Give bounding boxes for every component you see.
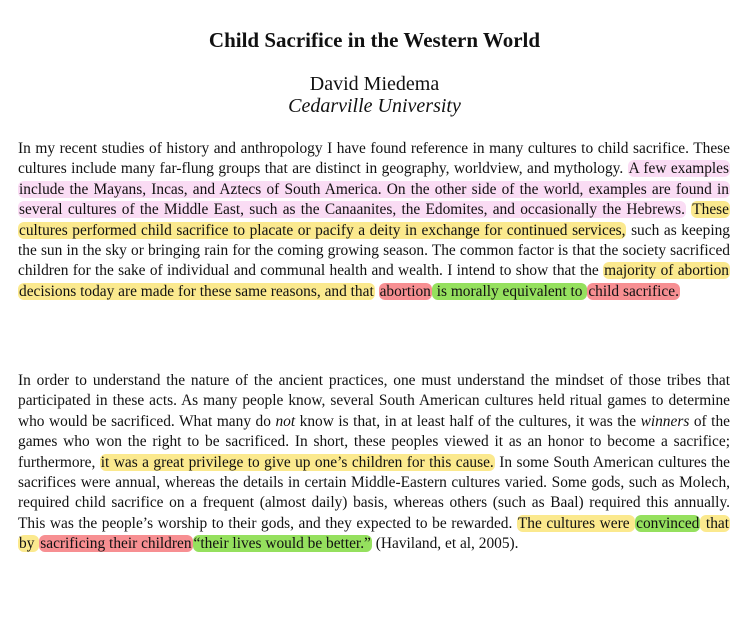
highlight-morally-equivalent: is morally equivalent to bbox=[432, 282, 587, 300]
highlight-examples: A few examples include the Mayans, Incas, and Aztecs of South America. On the other side of the world, examples are found in several cultures of the Middle East, such as the Canaanites, the Edomites, and occasionally the Hebrews. bbox=[19, 160, 729, 219]
highlight-that-by: that by bbox=[19, 514, 729, 553]
text-run: In order to understand the nature of the ancient practices, one must understand the mindset of those tribes that participated in these acts. As many people know, several South American cultures held ritual games to determine who would be sacrificed. What many do bbox=[18, 372, 730, 430]
highlight-thesis-majority: majority of abortion decisions today are made for these same reasons, and that bbox=[19, 262, 729, 300]
highlight-cultures-performed: These cultures performed child sacrifice to placate or pacify a deity in exchange for continued services, bbox=[19, 201, 729, 239]
citation: (Haviland, et al, 2005). bbox=[371, 535, 519, 553]
text-run: such as keeping the sun in the sky or bringing rain for the coming growing season. The common factor is that the society sacrificed children for the sake of individual and communal health and wealth. I intend to show that the bbox=[18, 221, 730, 280]
paragraph-intro bbox=[18, 139, 730, 302]
document-title: Child Sacrifice in the Western World bbox=[208, 28, 541, 52]
author-name: David Miedema bbox=[309, 73, 440, 95]
emphasis-not: not bbox=[275, 412, 296, 430]
highlight-great-privilege: it was a great privilege to give up one’s children for this cause. bbox=[100, 453, 494, 471]
text-run: know is that, in at least half of the cultures, it was the bbox=[295, 412, 641, 430]
highlight-sacrificing-children: sacrificing their children bbox=[40, 535, 192, 553]
text-run: In some South American cultures the sacrifices were annual, whereas the details in certain Middle-Eastern cultures varied. Some gods, such as Molech, required child sacrifice on a frequent (almost daily) basis, whereas others (such as Baal) required this annually. This was the people’s worship to their gods, and they expected to be rewarded. bbox=[18, 453, 730, 532]
highlight-lives-better-quote: “their lives would be better.” bbox=[193, 535, 371, 553]
text-run: In my recent studies of history and anthropology I have found reference in many cultures to child sacrifice. These cultures include many far-flung groups that are distinct in geography, worldview, and mythology. bbox=[18, 140, 730, 178]
highlight-convinced: convinced bbox=[636, 514, 700, 532]
highlight-child-sacrifice: child sacrifice. bbox=[588, 282, 679, 300]
author-affiliation: Cedarville University bbox=[288, 95, 461, 117]
highlight-abortion: abortion bbox=[379, 282, 431, 300]
text-run bbox=[375, 283, 379, 300]
text-run: of the games who won the right to be sacrificed. In short, these peoples viewed it as an honor to become a sacrifice; furthermore, bbox=[18, 412, 730, 471]
emphasis-winners: winners bbox=[640, 412, 690, 430]
paragraph-ancient-practices bbox=[18, 371, 730, 555]
highlight-cultures-were: The cultures were bbox=[517, 514, 635, 532]
